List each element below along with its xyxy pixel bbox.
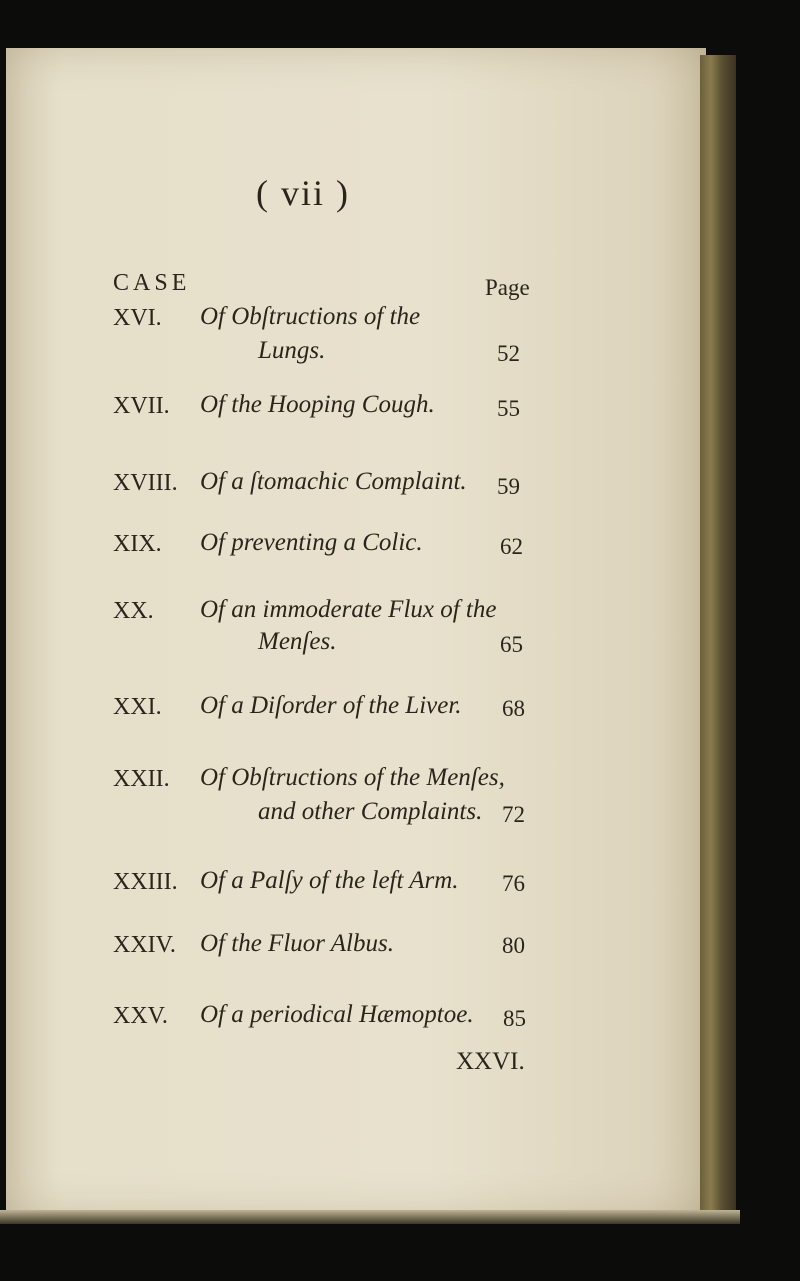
entry-number: XXV. bbox=[113, 1003, 168, 1029]
entry-number: XVII. bbox=[113, 393, 170, 419]
catchword: XXVI. bbox=[456, 1048, 525, 1075]
entry-page: 65 bbox=[500, 632, 523, 657]
entry-number: XXIV. bbox=[113, 932, 176, 958]
entry-title: Of a periodical Hæmoptoe. bbox=[200, 1001, 474, 1028]
entry-title: Of an immoderate Flux of the bbox=[200, 596, 497, 623]
entry-title-continued: Menſes. bbox=[258, 628, 337, 655]
entry-page: 52 bbox=[497, 341, 520, 366]
entry-title: Of the Fluor Albus. bbox=[200, 930, 394, 957]
entry-page: 68 bbox=[502, 696, 525, 721]
entry-title: Of the Hooping Cough. bbox=[200, 391, 435, 418]
page-column-heading: Page bbox=[485, 275, 530, 300]
entry-title: Of preventing a Colic. bbox=[200, 529, 423, 556]
entry-title: Of Obſtructions of the Menſes, bbox=[200, 764, 505, 791]
entry-page: 62 bbox=[500, 534, 523, 559]
page-bottom-edge bbox=[0, 1210, 740, 1224]
entry-title-continued: and other Complaints. bbox=[258, 798, 483, 825]
entry-title: Of Obſtructions of the bbox=[200, 303, 421, 330]
entry-number: XVIII. bbox=[113, 470, 178, 496]
entry-page: 59 bbox=[497, 474, 520, 499]
entry-number: XXII. bbox=[113, 766, 170, 792]
entry-number: XX. bbox=[113, 598, 154, 624]
entry-number: XXI. bbox=[113, 694, 162, 720]
book-page bbox=[6, 48, 706, 1216]
page-stack-edge bbox=[700, 55, 736, 1215]
entry-title: Of a ſtomachic Complaint. bbox=[200, 468, 467, 495]
entry-number: XIX. bbox=[113, 531, 162, 557]
entry-number: XXIII. bbox=[113, 869, 178, 895]
entry-page: 85 bbox=[503, 1006, 526, 1031]
page-header: ( vii ) bbox=[256, 173, 350, 213]
entry-page: 55 bbox=[497, 396, 520, 421]
entry-page: 80 bbox=[502, 933, 525, 958]
entry-title: Of a Diſorder of the Liver. bbox=[200, 692, 462, 719]
entry-page: 72 bbox=[502, 802, 525, 827]
case-column-heading: CASE bbox=[113, 270, 191, 296]
entry-page: 76 bbox=[502, 871, 525, 896]
entry-number: XVI. bbox=[113, 305, 162, 331]
entry-title-continued: Lungs. bbox=[258, 337, 326, 364]
entry-title: Of a Palſy of the left Arm. bbox=[200, 867, 459, 894]
